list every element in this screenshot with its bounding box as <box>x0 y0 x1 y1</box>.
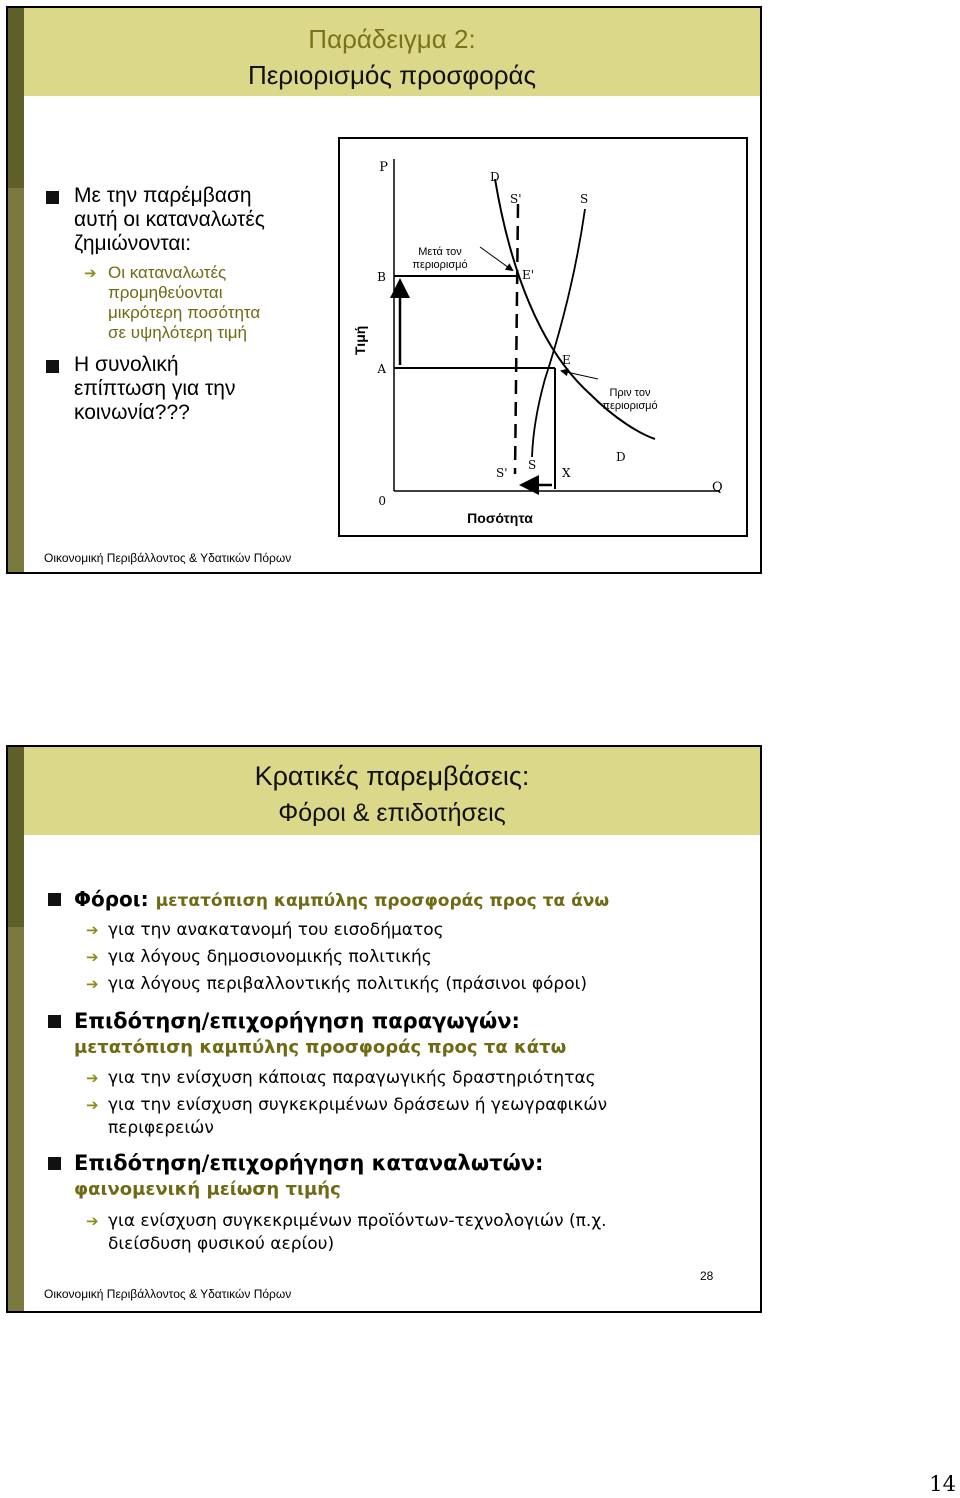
sub-bullet: για την ανακατανομή του εισοδήματος <box>108 920 444 940</box>
sub-bullet-continued: διείσδυση φυσικού αερίου) <box>108 1234 335 1254</box>
sub-line: σε υψηλότερη τιμή <box>108 323 248 342</box>
point-x-label: X <box>562 466 571 480</box>
bullet-detail: φαινομενική μείωση τιμής <box>74 1179 341 1200</box>
sub-bullet: για ενίσχυση συγκεκριμένων προϊόντων-τεχνολογιών (π.χ. <box>108 1211 607 1231</box>
restricted-supply-line <box>515 204 518 474</box>
graph-svg <box>340 139 746 535</box>
arrow-icon: ➔ <box>86 1096 99 1114</box>
sub-line: μικρότερη ποσότητα <box>108 303 261 322</box>
before-label-pointer <box>562 371 598 379</box>
arrow-icon: ➔ <box>86 975 99 993</box>
slide-title-line2: Περιορισμός προσφοράς <box>247 60 537 90</box>
bullet-taxes <box>74 887 609 913</box>
bullet-line: Με την παρέμβαση <box>74 184 252 207</box>
origin-label: 0 <box>378 494 386 508</box>
slide-footer: Οικονομική Περιβάλλοντος & Υδατικών Πόρων <box>44 551 292 565</box>
supply-bottom-label: S <box>528 458 537 472</box>
point-b-label: B <box>377 270 386 284</box>
restricted-supply-top-label: S' <box>510 192 522 206</box>
page-number: 14 <box>929 1472 956 1496</box>
bullet-line: κοινωνία??? <box>74 401 190 424</box>
arrow-icon: ➔ <box>86 1069 99 1087</box>
axis-p-label: P <box>379 160 388 175</box>
slide-title-line1: Κρατικές παρεμβάσεις: <box>254 761 530 791</box>
after-label-pointer <box>480 247 512 270</box>
point-a-label: A <box>377 362 386 376</box>
demand-bottom-label: D <box>616 450 626 464</box>
slide-number: 28 <box>700 1269 714 1283</box>
square-bullet-icon <box>48 1157 61 1170</box>
square-bullet-icon <box>48 1015 61 1028</box>
arrow-icon: ➔ <box>86 1212 99 1230</box>
bullet-line: ζημιώνονται: <box>74 232 192 255</box>
before-restriction-label-1: Πριν τον <box>609 387 651 399</box>
y-axis-title: Τιμή <box>352 325 368 355</box>
after-restriction-label-2: περιορισμό <box>412 259 468 271</box>
bullet-heading: Φόροι: <box>74 887 149 911</box>
sub-line: Οι καταναλωτές <box>108 263 227 282</box>
supply-curve <box>532 209 585 457</box>
sub-bullet-consumers <box>108 263 260 343</box>
bullet-producer-subsidy: Επιδότηση/επιχορήγηση παραγωγών: <box>74 1009 520 1033</box>
slide-sidebar-accent <box>8 747 24 927</box>
arrow-icon: ➔ <box>86 948 99 966</box>
axis-q-label: Q <box>712 480 723 495</box>
sub-bullet: για την ενίσχυση συγκεκριμένων δράσεων ή γεωγραφικών <box>108 1095 608 1115</box>
before-restriction-label-2: περιορισμό <box>602 400 658 412</box>
bullet-detail: μετατόπιση καμπύλης προσφοράς προς τα κάτω <box>74 1037 567 1058</box>
sub-bullet: για λόγους δημοσιονομικής πολιτικής <box>108 947 432 967</box>
bullet-detail: μετατόπιση καμπύλης προσφοράς προς τα άνω <box>155 891 610 911</box>
bullet-line: αυτή οι καταναλωτές <box>74 208 265 231</box>
slide-sidebar-accent <box>8 8 24 188</box>
supply-top-label: S <box>580 192 589 206</box>
slide-2 <box>6 745 762 1313</box>
sub-bullet-continued: περιφερειών <box>108 1118 214 1138</box>
bullet-consumers <box>74 184 265 256</box>
slide-footer: Οικονομική Περιβάλλοντος & Υδατικών Πόρων <box>44 1287 292 1301</box>
sub-bullet: για λόγους περιβαλλοντικής πολιτικής (πράσινοι φόροι) <box>108 974 588 994</box>
sub-line: προμηθεύονται <box>108 283 223 302</box>
bullet-line: Η συνολική <box>74 353 179 376</box>
bullet-consumer-subsidy: Επιδότηση/επιχορήγηση καταναλωτών: <box>74 1151 544 1175</box>
square-bullet-icon <box>48 893 61 906</box>
bullet-line: επίπτωση για την <box>74 377 236 400</box>
slide-title-line1: Παράδειγμα 2: <box>308 24 476 54</box>
bullet-society <box>74 353 236 425</box>
point-e-label: E <box>562 353 571 367</box>
point-e-prime-label: E' <box>522 268 535 282</box>
arrow-icon: ➔ <box>86 921 99 939</box>
restricted-supply-bottom-label: S' <box>496 466 508 480</box>
supply-restriction-graph <box>338 137 748 537</box>
square-bullet-icon <box>46 191 59 204</box>
arrow-icon: ➔ <box>84 264 97 282</box>
demand-top-label: D <box>490 170 500 184</box>
sub-bullet: για την ενίσχυση κάποιας παραγωγικής δραστηριότητας <box>108 1068 596 1088</box>
slide-title-line2: Φόροι & επιδοτήσεις <box>278 799 506 827</box>
x-axis-title: Ποσότητα <box>467 510 533 526</box>
after-restriction-label-1: Μετά τον <box>418 246 462 258</box>
square-bullet-icon <box>46 360 59 373</box>
